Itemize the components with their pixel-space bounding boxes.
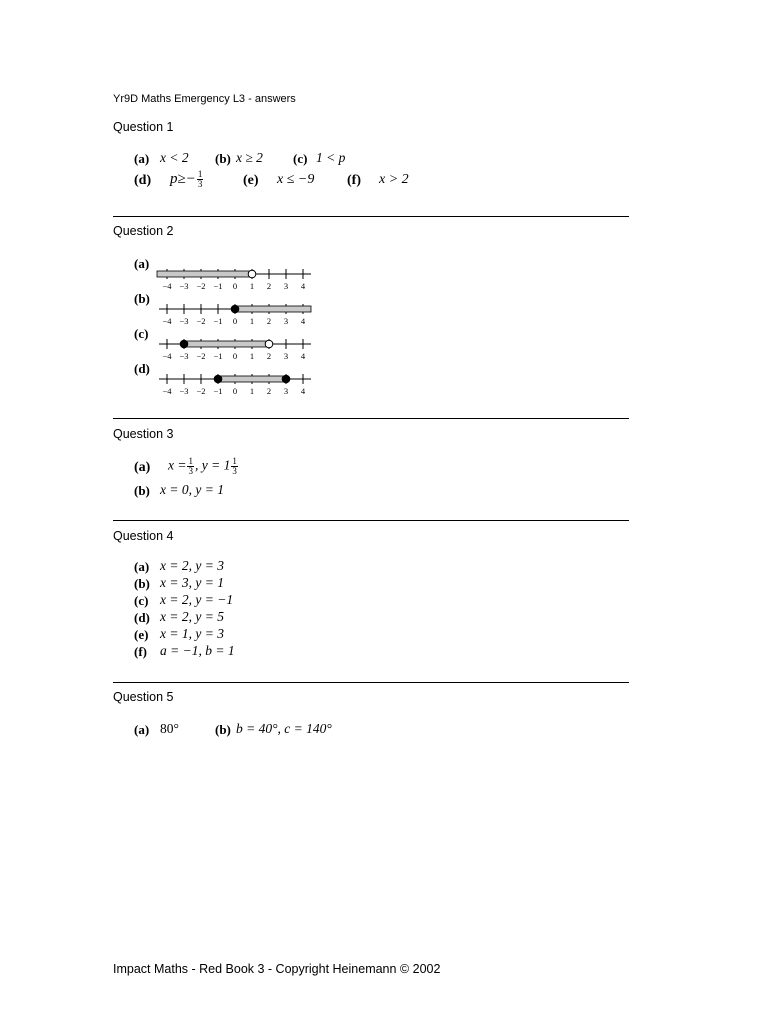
- question-3-title: Question 3: [113, 427, 174, 441]
- q2-label-b: (b): [134, 291, 150, 306]
- q2-label-a: (a): [134, 256, 150, 271]
- number-line-tick-label: 1: [249, 386, 255, 396]
- q5-label-a: (a): [134, 722, 150, 737]
- q4-answer-e: x = 1, y = 3: [160, 626, 224, 641]
- q3-answer-a-y-fraction: [231, 457, 238, 476]
- number-line-tick-label: −2: [196, 351, 206, 361]
- closed-endpoint-dot: [282, 375, 290, 383]
- q1-label-d: (d): [134, 173, 152, 188]
- q3-answer-a-y: , y = 1: [194, 457, 231, 473]
- q3-label-b: (b): [134, 483, 150, 498]
- closed-endpoint-dot: [180, 340, 188, 348]
- q4-label-d: (d): [134, 610, 150, 625]
- number-line-tick-label: 2: [266, 386, 272, 396]
- q1-answer-a: x < 2: [160, 150, 189, 165]
- number-line-tick-label: −3: [179, 281, 189, 291]
- number-line-d: [157, 371, 312, 395]
- number-line-tick-label: 2: [266, 281, 272, 291]
- solution-range-bar: [184, 341, 269, 347]
- fraction-denominator: 3: [232, 466, 237, 476]
- number-line-tick-label: −2: [196, 386, 206, 396]
- q4-answer-d: x = 2, y = 5: [160, 609, 224, 624]
- number-line-tick-label: −4: [162, 351, 172, 361]
- number-line-tick-label: 0: [232, 386, 238, 396]
- document-header: Yr9D Maths Emergency L3 - answers: [113, 93, 296, 105]
- number-line-tick-label: −3: [179, 386, 189, 396]
- q1-label-c: (c): [293, 151, 308, 166]
- q1-answer-d-text: p≥−: [170, 170, 196, 187]
- q5-answer-a: 80°: [160, 721, 179, 736]
- number-line-tick-label: 4: [300, 386, 306, 396]
- q2-label-c: (c): [134, 326, 149, 341]
- q1-label-f: (f): [347, 173, 361, 188]
- number-line-b: [157, 301, 312, 325]
- q4-answer-a: x = 2, y = 3: [160, 558, 224, 573]
- fraction-denominator: 3: [197, 179, 203, 189]
- number-line-tick-label: −3: [179, 351, 189, 361]
- q1-answer-d-fraction: [197, 170, 204, 189]
- q4-answer-b: x = 3, y = 1: [160, 575, 224, 590]
- q1-answer-e: x ≤ −9: [277, 172, 315, 187]
- question-4-title: Question 4: [113, 529, 174, 543]
- q3-answer-a-x: x =: [168, 457, 187, 473]
- q4-label-e: (e): [134, 627, 149, 642]
- q5-label-b: (b): [215, 722, 231, 737]
- closed-endpoint-dot: [214, 375, 222, 383]
- open-endpoint-dot: [265, 340, 273, 348]
- q3-answer-a-x-fraction: [187, 457, 194, 476]
- number-line-tick-label: 1: [249, 281, 255, 291]
- number-line-tick-label: 0: [232, 351, 238, 361]
- solution-range-bar: [157, 271, 252, 277]
- number-line-tick-label: 0: [232, 281, 238, 291]
- open-endpoint-dot: [248, 270, 256, 278]
- section-divider: [113, 216, 629, 217]
- solution-range-bar: [235, 306, 311, 312]
- solution-range-bar: [218, 376, 286, 382]
- q4-label-f: (f): [134, 644, 147, 659]
- number-line-c: [157, 336, 312, 360]
- closed-endpoint-dot: [231, 305, 239, 313]
- number-line-tick-label: 3: [283, 316, 289, 326]
- question-1-title: Question 1: [113, 120, 174, 134]
- number-line-tick-label: 3: [283, 386, 289, 396]
- number-line-tick-label: −1: [213, 281, 223, 291]
- number-line-tick-label: −2: [196, 316, 206, 326]
- q4-label-c: (c): [134, 593, 149, 608]
- number-line-tick-label: −1: [213, 351, 223, 361]
- number-line-tick-label: 1: [249, 316, 255, 326]
- section-divider: [113, 682, 629, 683]
- q1-answer-b: x ≥ 2: [236, 150, 263, 165]
- q3-label-a: (a): [134, 460, 151, 475]
- number-line-tick-label: 4: [300, 281, 306, 291]
- q3-answer-b: x = 0, y = 1: [160, 482, 224, 497]
- number-line-tick-label: −2: [196, 281, 206, 291]
- number-line-tick-label: 4: [300, 351, 306, 361]
- fraction-numerator: 1: [197, 169, 203, 179]
- q1-label-e: (e): [243, 173, 259, 188]
- number-line-tick-label: −4: [162, 281, 172, 291]
- number-line-tick-label: −1: [213, 386, 223, 396]
- question-5-title: Question 5: [113, 690, 174, 704]
- number-line-tick-label: 0: [232, 316, 238, 326]
- number-line-tick-label: −4: [162, 316, 172, 326]
- q1-answer-c: 1 < p: [316, 150, 346, 165]
- q4-answer-c: x = 2, y = −1: [160, 592, 234, 607]
- number-line-tick-label: −1: [213, 316, 223, 326]
- fraction-numerator: 1: [232, 456, 237, 466]
- number-line-tick-label: 2: [266, 351, 272, 361]
- q2-label-d: (d): [134, 361, 150, 376]
- copyright-footer: Impact Maths - Red Book 3 - Copyright Heinemann © 2002: [113, 962, 441, 976]
- number-line-a: [157, 266, 312, 290]
- q4-label-a: (a): [134, 559, 150, 574]
- section-divider: [113, 418, 629, 419]
- number-line-tick-label: 3: [283, 281, 289, 291]
- number-line-tick-label: −4: [162, 386, 172, 396]
- section-divider: [113, 520, 629, 521]
- number-line-tick-label: −3: [179, 316, 189, 326]
- question-2-title: Question 2: [113, 224, 174, 238]
- fraction-denominator: 3: [188, 466, 193, 476]
- q5-answer-b: b = 40°, c = 140°: [236, 721, 332, 736]
- number-line-tick-label: 2: [266, 316, 272, 326]
- number-line-tick-label: 1: [249, 351, 255, 361]
- q1-label-b: (b): [215, 151, 231, 166]
- q1-answer-d: [170, 170, 204, 189]
- q4-answer-f: a = −1, b = 1: [160, 643, 235, 658]
- number-line-tick-label: 4: [300, 316, 306, 326]
- number-line-tick-label: 3: [283, 351, 289, 361]
- q3-answer-a: [168, 457, 239, 476]
- fraction-numerator: 1: [188, 456, 193, 466]
- q1-label-a: (a): [134, 151, 150, 166]
- q1-answer-f: x > 2: [379, 172, 409, 187]
- q4-label-b: (b): [134, 576, 150, 591]
